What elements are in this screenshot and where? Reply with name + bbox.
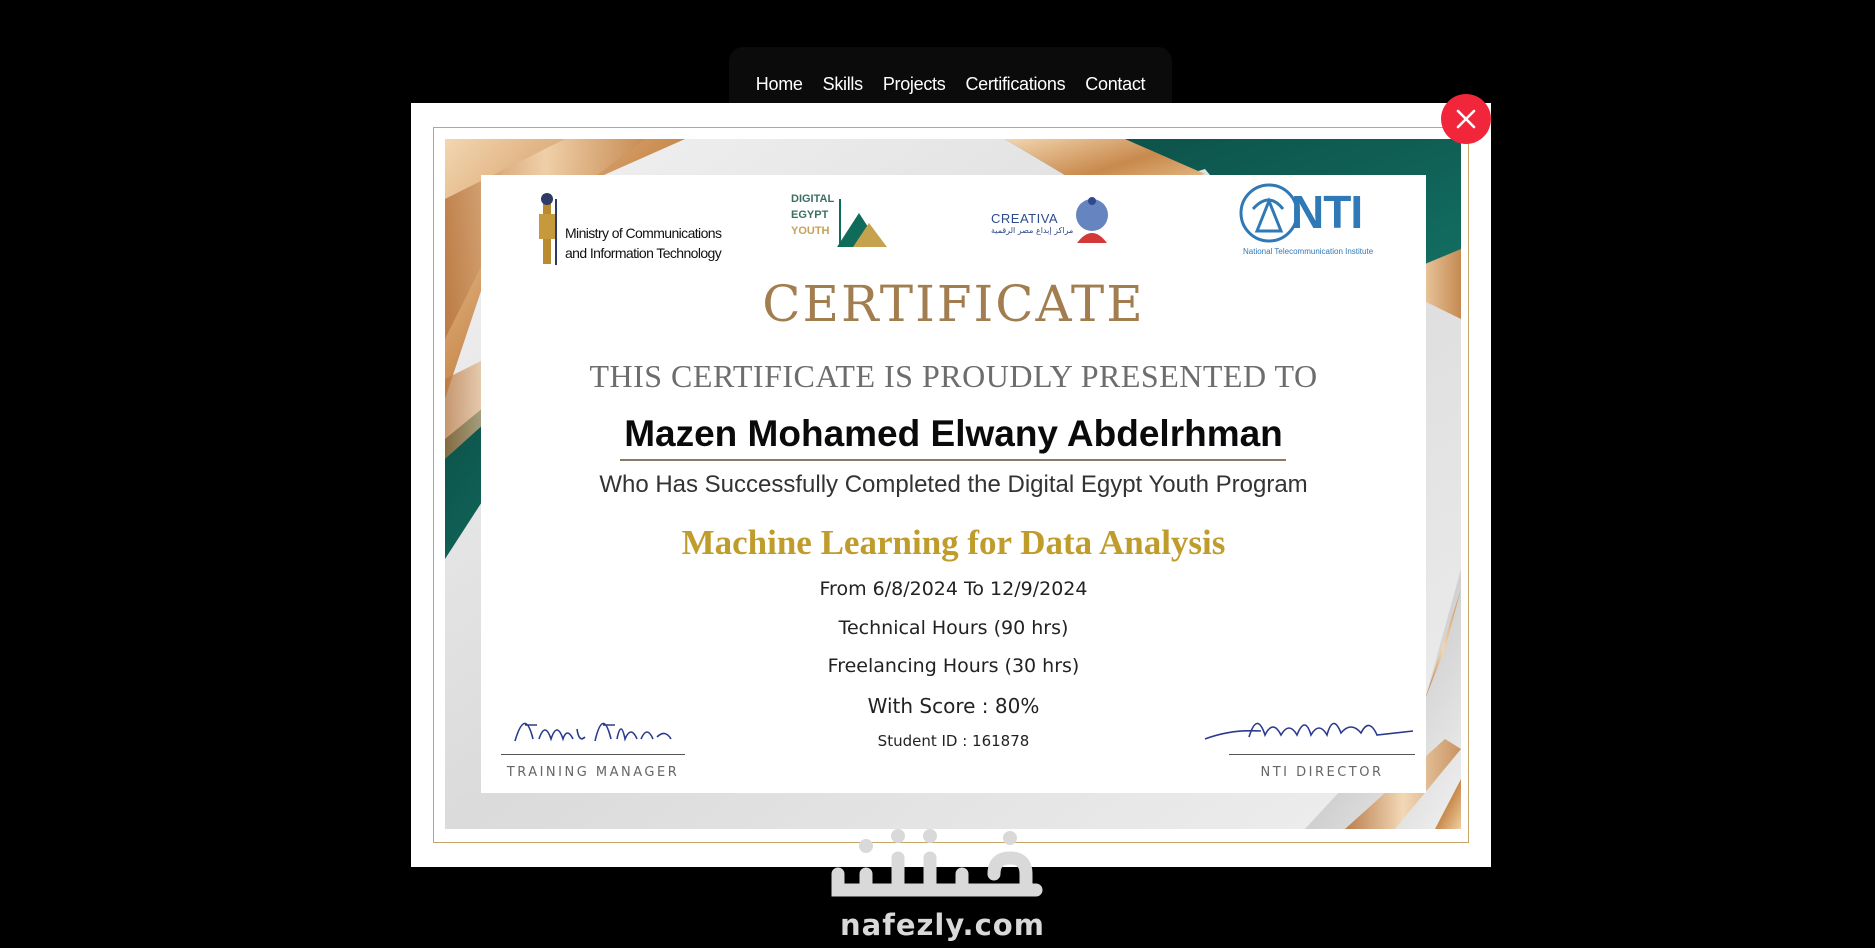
certificate-image [445, 139, 1461, 829]
nti-director-signature [1201, 699, 1415, 749]
ministry-logo [533, 189, 722, 269]
creativa-logo [991, 193, 1121, 253]
nti-director-signature-block [1201, 699, 1415, 780]
freelancing-hours: Freelancing Hours (30 hrs) [827, 655, 1080, 677]
program-description: Who Has Successfully Completed the Digital Egypt Youth Program [599, 471, 1308, 498]
nti-director-title: NTI DIRECTOR [1260, 765, 1384, 780]
certificate-modal [411, 103, 1491, 867]
close-icon [1456, 109, 1476, 129]
dey-line-3: YOUTH [791, 225, 830, 237]
nav-link-projects[interactable]: Projects [882, 73, 946, 94]
course-period: From 6/8/2024 To 12/9/2024 [819, 578, 1088, 600]
training-manager-signature [503, 699, 683, 749]
pharaoh-icon [533, 189, 563, 269]
nti-subtitle: National Telecommunication Institute [1243, 247, 1374, 256]
recipient-name: Mazen Mohamed Elwany Abdelrhman [624, 413, 1283, 454]
training-manager-title: TRAINING MANAGER [506, 765, 680, 780]
score: With Score : 80% [867, 694, 1040, 718]
certificate-subtitle: THIS CERTIFICATE IS PROUDLY PRESENTED TO [589, 358, 1318, 394]
nafezly-url: nafezly.com [840, 908, 1045, 942]
nafezly-watermark [826, 828, 1056, 948]
training-manager-rule [501, 754, 685, 755]
training-manager-signature-block [501, 699, 685, 780]
student-id: Student ID : 161878 [877, 732, 1030, 750]
nti-logo [1239, 183, 1389, 259]
dey-line-1: DIGITAL [791, 193, 835, 205]
ministry-line-2: and Information Technology [565, 245, 722, 261]
nav-link-certifications[interactable]: Certifications [965, 73, 1066, 94]
certificate-paper [481, 175, 1426, 793]
creativa-arabic: مراكز إبداع مصر الرقمية [991, 226, 1074, 235]
ministry-line-1: Ministry of Communications [565, 225, 722, 241]
certificate-title: CERTIFICATE [762, 275, 1145, 333]
nafezly-arabic-logo [826, 828, 1056, 908]
technical-hours: Technical Hours (90 hrs) [838, 617, 1069, 639]
course-title: Machine Learning for Data Analysis [681, 523, 1226, 562]
dey-line-2: EGYPT [791, 209, 829, 221]
nti-name: NTI [1291, 186, 1363, 238]
creativa-name: CREATIVA [991, 211, 1059, 226]
nav-link-skills[interactable]: Skills [822, 73, 863, 94]
pyramids-icon [827, 195, 887, 251]
nti-director-rule [1229, 754, 1415, 755]
creativa-emblem-icon [1067, 193, 1117, 251]
recipient-underline [620, 459, 1286, 461]
nav-link-home[interactable]: Home [755, 73, 803, 94]
close-modal-button[interactable] [1441, 94, 1491, 144]
digital-egypt-youth-logo [791, 191, 891, 253]
nav-link-contact[interactable]: Contact [1085, 73, 1146, 94]
satellite-dish-icon [1239, 183, 1299, 245]
